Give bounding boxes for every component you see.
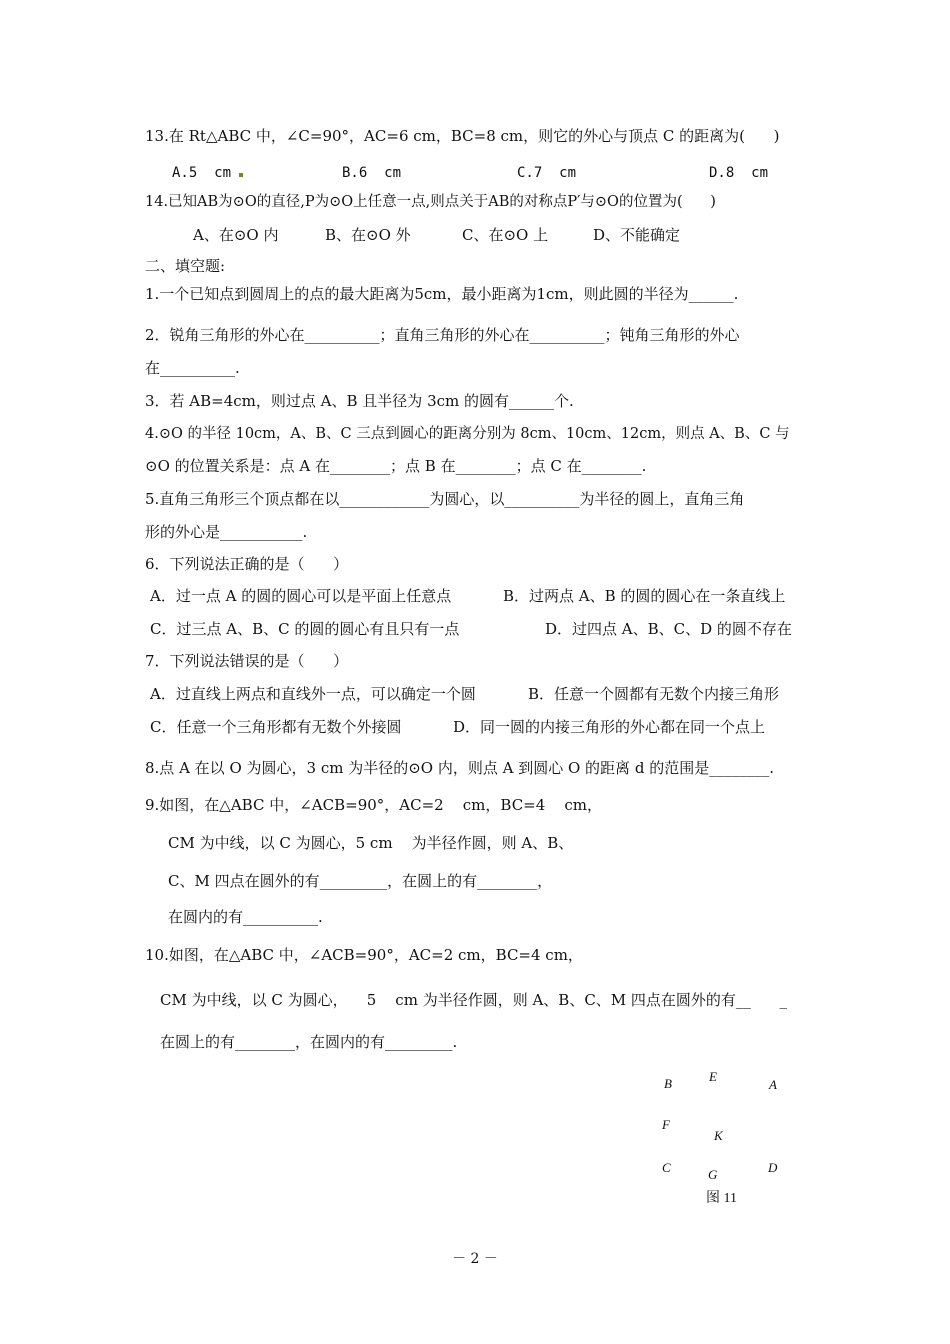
fill-q6-option-c: C．过三点 A、B、C 的圆的圆心有且只有一点 <box>150 620 460 638</box>
q14-option-a: A、在⊙O 内 <box>193 226 279 244</box>
fill-q2-line1: 2．锐角三角形的外心在__________；直角三角形的外心在__________；钝角三角形的外心 <box>145 326 740 344</box>
figure-label-k: K <box>714 1128 723 1143</box>
q14-option-d: D、不能确定 <box>593 226 681 244</box>
q14-stem: 14.已知AB为⊙O的直径,P为⊙O上任意一点,则点关于AB的对称点P′与⊙O的位置为( ) <box>145 194 716 210</box>
q13-stem: 13.在 Rt△ABC 中，∠C=90°，AC=6 cm，BC=8 cm，则它的外心与顶点 C 的距离为( ) <box>145 127 780 145</box>
q14-option-c: C、在⊙O 上 <box>462 226 549 244</box>
fill-q3: 3．若 AB=4cm，则过点 A、B 且半径为 3cm 的圆有______个. <box>145 392 574 410</box>
fill-q9-line4: 在圆内的有__________. <box>168 908 323 926</box>
fill-q9-line3: C、M 四点在圆外的有_________，在圆上的有________， <box>168 872 553 890</box>
q13-option-b: B.6 cm <box>342 165 402 181</box>
figure-label-a: A <box>769 1077 777 1092</box>
q13-option-c: C.7 cm <box>517 165 577 181</box>
fill-q9-line1: 9.如图，在△ABC 中，∠ACB=90°，AC=2 cm，BC=4 cm， <box>145 796 602 814</box>
fill-q5-line1: 5.直角三角形三个顶点都在以____________为圆心，以__________为半径的圆上，直角三角 <box>145 490 745 508</box>
q14-option-b: B、在⊙O 外 <box>325 226 411 244</box>
fill-q5-line2: 形的外心是___________. <box>145 523 308 541</box>
fill-q7-option-b: B．任意一个圆都有无数个内接三角形 <box>528 685 780 703</box>
fill-q4-line2: ⊙O 的位置关系是：点 A 在________；点 B 在________；点 C 在________. <box>145 457 647 475</box>
figure-label-e: E <box>709 1069 717 1084</box>
section-title: 二、填空题: <box>145 257 226 275</box>
figure-label-c: C <box>662 1160 671 1175</box>
figure-caption: 图 11 <box>706 1191 737 1206</box>
fill-q6-option-d: D．过四点 A、B、C、D 的圆不存在 <box>545 620 792 638</box>
q13-option-a: A.5 cm <box>172 165 232 181</box>
fill-q4-line1: 4.⊙O 的半径 10cm，A、B、C 三点到圆心的距离分别为 8cm、10cm、12cm，则点 A、B、C 与 <box>145 426 790 442</box>
fill-q7: 7．下列说法错误的是（ ） <box>145 652 349 670</box>
figure-label-b: B <box>664 1076 672 1091</box>
fill-q10-line2: CM 为中线，以 C 为圆心， 5 cm 为半径作圆，则 A、B、C、M 四点在圆外的有__ _ <box>160 991 788 1009</box>
fill-q10-line1: 10.如图，在△ABC 中，∠ACB=90°，AC=2 cm，BC=4 cm， <box>145 946 583 964</box>
figure-label-d: D <box>768 1160 778 1175</box>
fill-q8: 8.点 A 在以 O 为圆心，3 cm 为半径的⊙O 内，则点 A 到圆心 O 的距离 d 的范围是________. <box>145 759 774 777</box>
page-number: － 2 － <box>452 1251 498 1267</box>
fill-q7-option-c: C．任意一个三角形都有无数个外接圆 <box>150 718 402 736</box>
figure-label-f: F <box>662 1117 670 1132</box>
fill-q10-line3: 在圆上的有________，在圆内的有_________. <box>160 1033 458 1051</box>
fill-q6: 6．下列说法正确的是（ ） <box>145 555 349 573</box>
fill-q6-option-b: B．过两点 A、B 的圆的圆心在一条直线上 <box>503 587 786 605</box>
figure-label-g: G <box>708 1167 718 1182</box>
q13-option-d: D.8 cm <box>709 165 769 181</box>
stray-mark <box>239 173 243 177</box>
fill-q7-option-d: D．同一圆的内接三角形的外心都在同一个点上 <box>453 718 766 736</box>
fill-q9-line2: CM 为中线，以 C 为圆心，5 cm 为半径作圆，则 A、B、 <box>168 834 574 852</box>
fill-q1: 1.一个已知点到圆周上的点的最大距离为5cm，最小距离为1cm，则此圆的半径为______. <box>145 285 739 303</box>
fill-q7-option-a: A．过直线上两点和直线外一点，可以确定一个圆 <box>150 685 476 703</box>
fill-q2-line2: 在__________. <box>145 359 240 377</box>
fill-q6-option-a: A．过一点 A 的圆的圆心可以是平面上任意点 <box>150 587 452 605</box>
